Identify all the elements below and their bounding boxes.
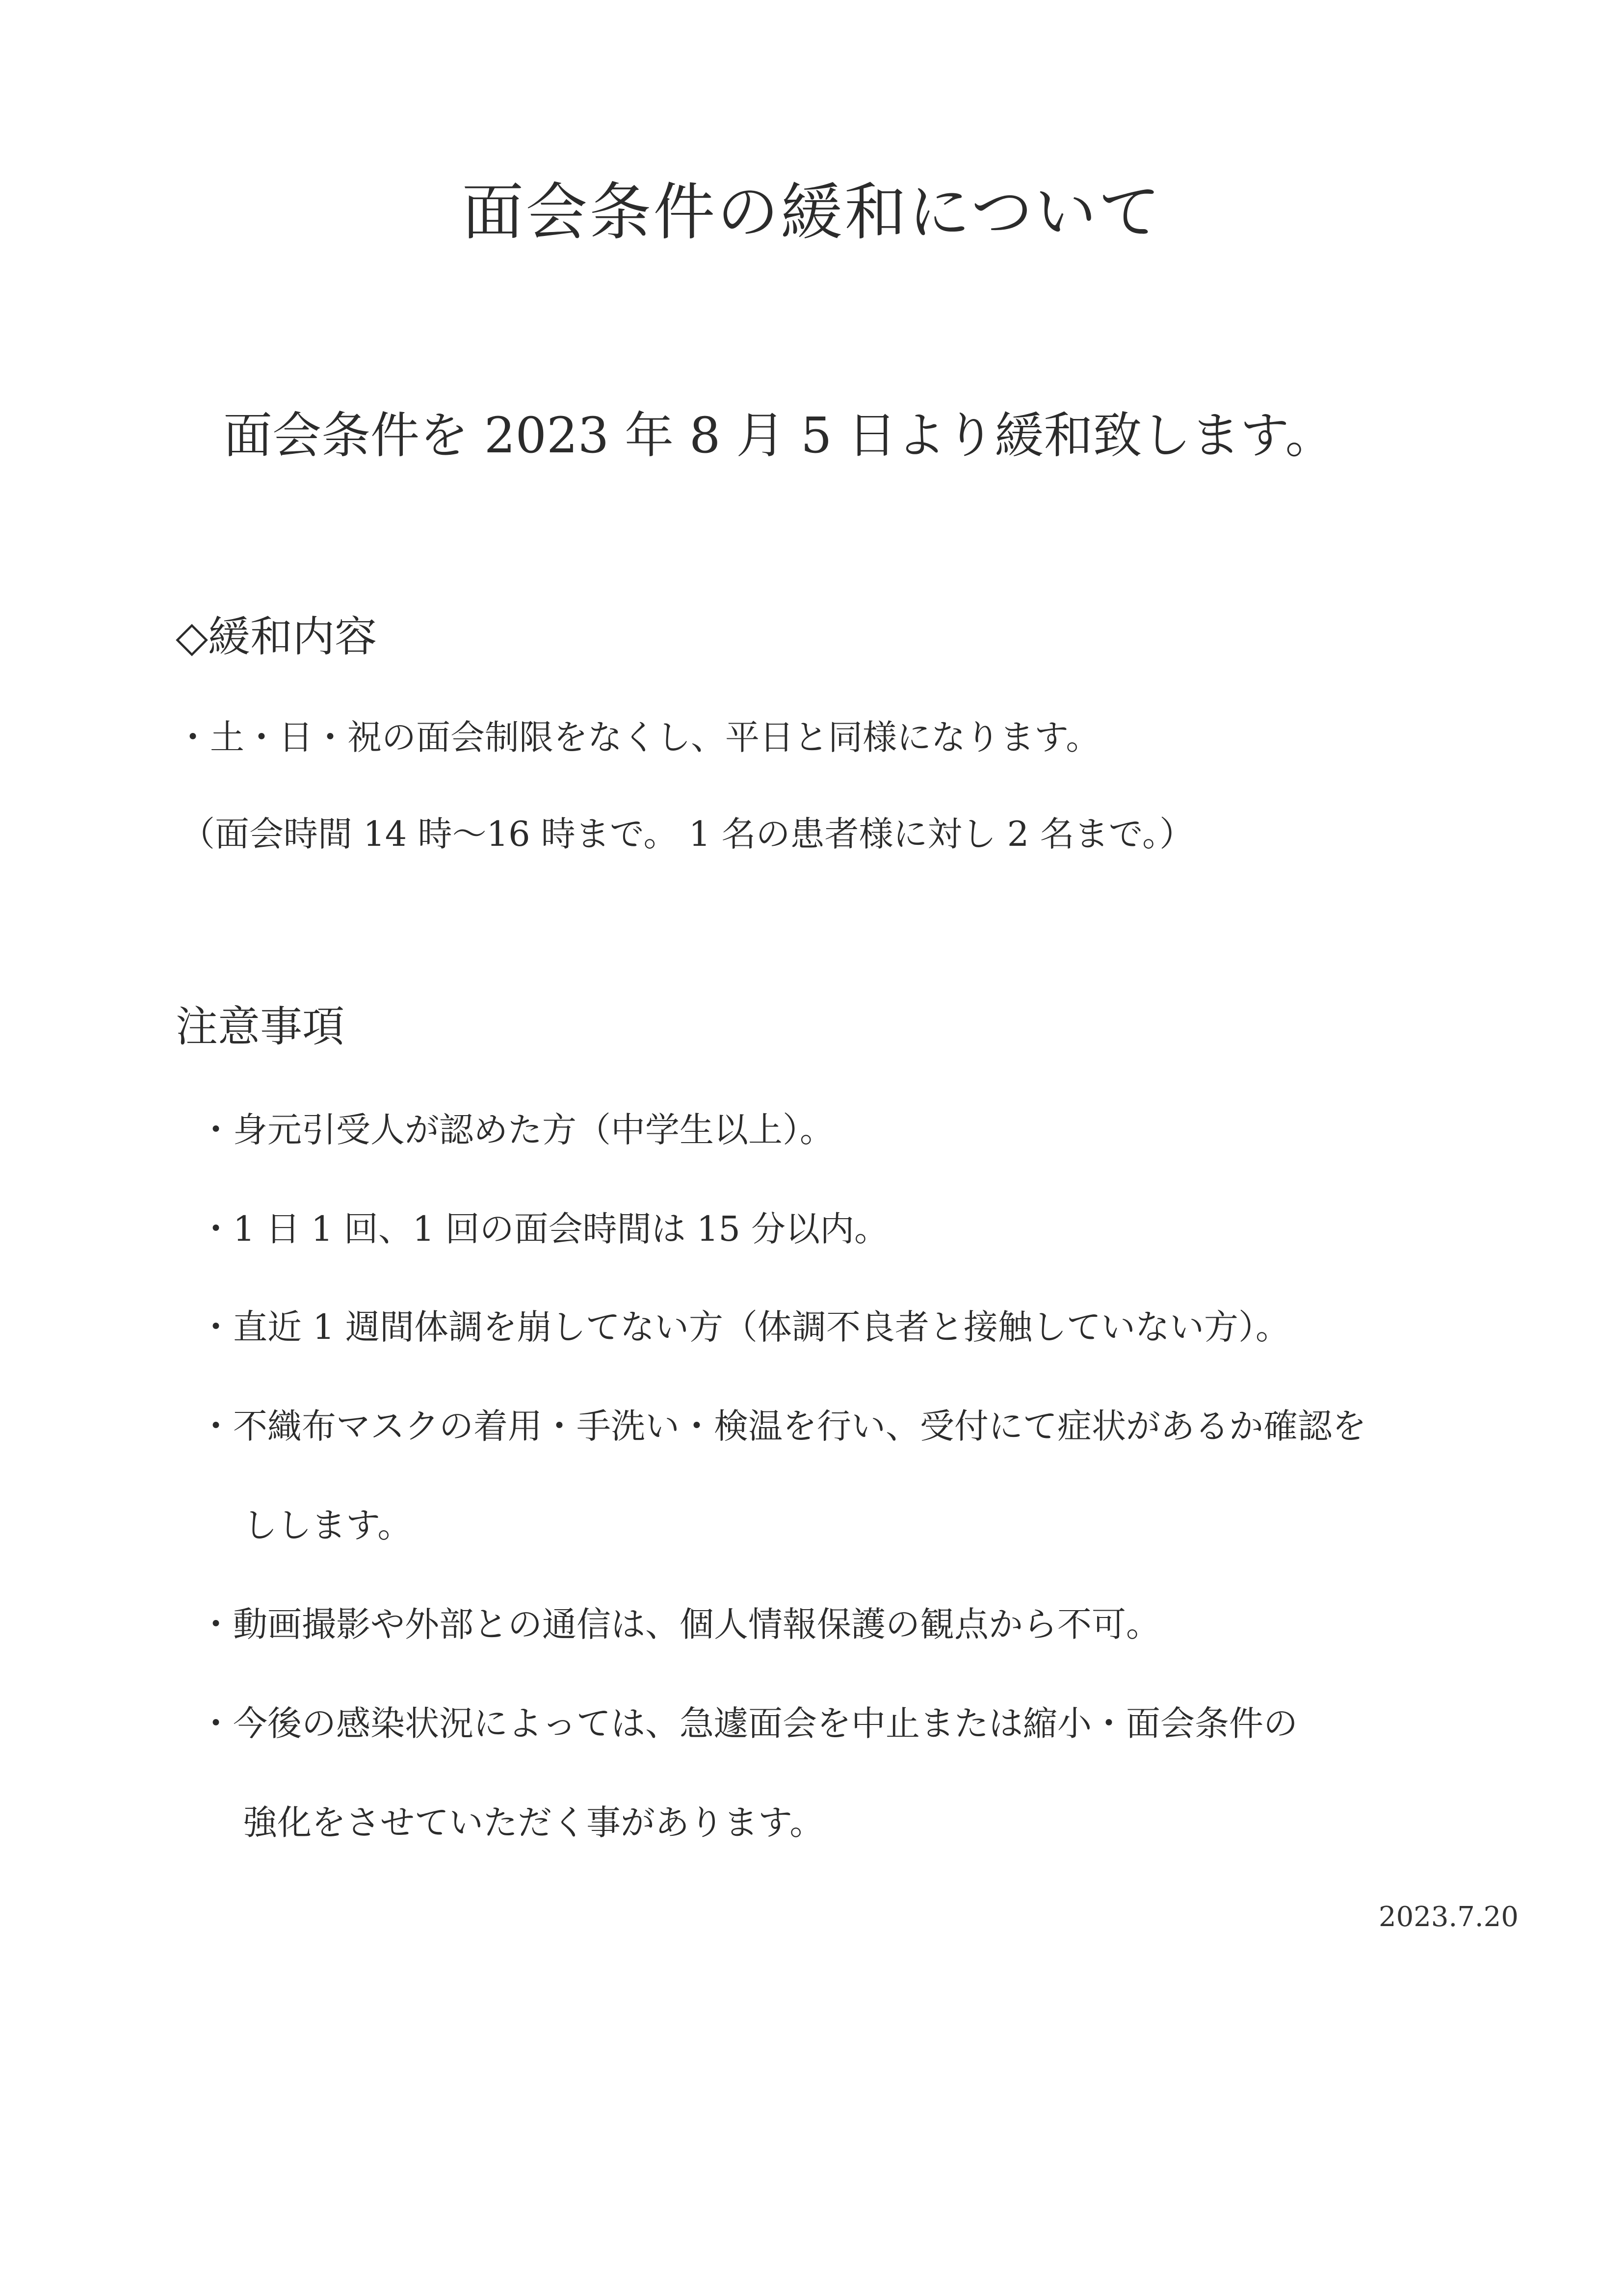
note-item-frequency: ・1 日 1 回、1 回の面会時間は 15 分以内。 <box>199 1209 889 1249</box>
note-item-health: ・直近 1 週間体調を崩してない方（体調不良者と接触していない方）。 <box>199 1307 1290 1347</box>
relaxation-item-hours: （面会時間 14 時～16 時まで。 1 名の患者様に対し 2 名まで。） <box>181 814 1194 854</box>
relaxation-heading: ◇緩和内容 <box>176 612 377 661</box>
note-item-guarantor: ・身元引受人が認めた方（中学生以上）。 <box>199 1110 834 1150</box>
note-item-mask: ・不織布マスクの着用・手洗い・検温を行い、受付にて症状があるか確認を <box>199 1406 1366 1446</box>
notes-heading: 注意事項 <box>176 1002 344 1051</box>
note-item-infection: ・今後の感染状況によっては、急遽面会を中止または縮小・面会条件の <box>199 1703 1298 1744</box>
document-date: 2023.7.20 <box>1378 1901 1519 1933</box>
note-item-mask-cont: しします。 <box>243 1505 412 1545</box>
note-item-infection-cont: 強化をさせていただく事があります。 <box>243 1802 824 1843</box>
note-item-recording: ・動画撮影や外部との通信は、個人情報保護の観点から不可。 <box>199 1604 1160 1644</box>
document-title: 面会条件の緩和について <box>462 176 1162 248</box>
announcement-text: 面会条件を 2023 年 8 月 5 日より緩和致します。 <box>223 407 1335 464</box>
relaxation-item-weekend: ・土・日・祝の面会制限をなくし、平日と同様になります。 <box>176 717 1100 757</box>
